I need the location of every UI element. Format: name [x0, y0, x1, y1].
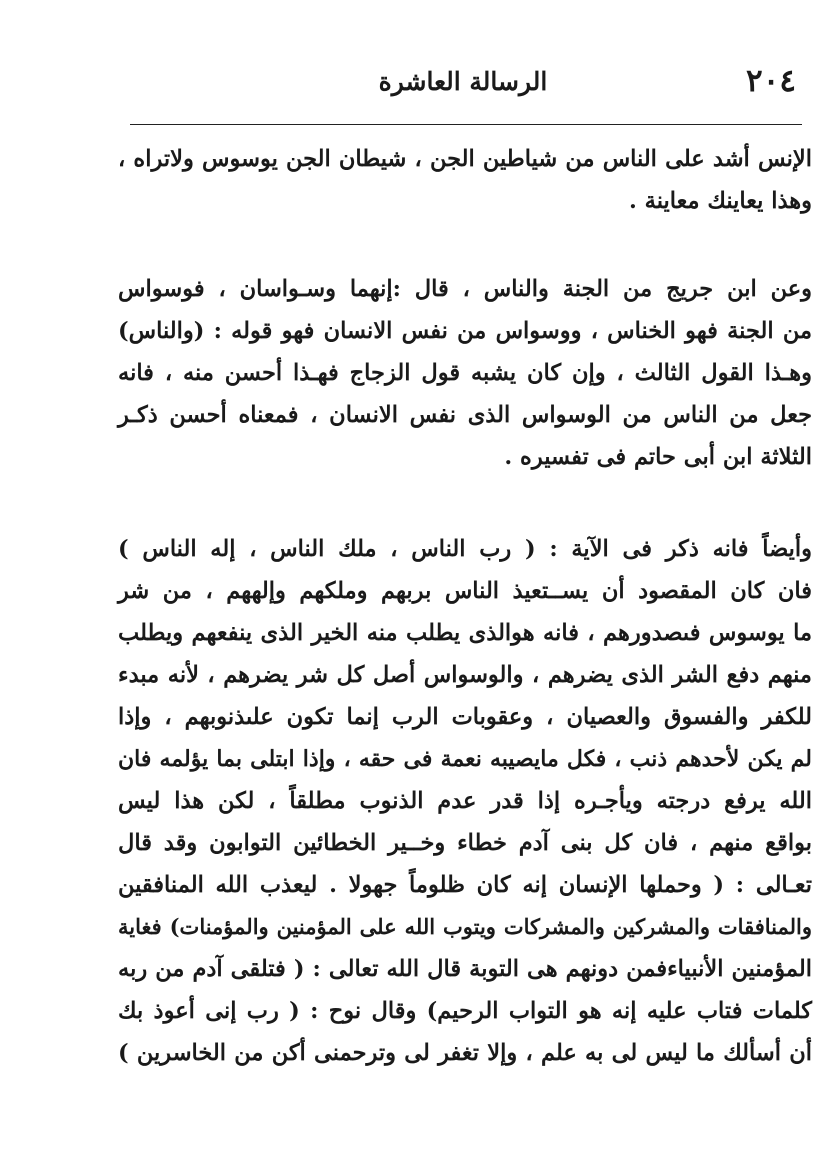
header-rule — [130, 124, 802, 125]
paragraph-1 — [118, 138, 812, 222]
text-line: بواقع منهم ، فان كل بنى آدم خطاء وخــير الخطائين التوابون وقد قال — [118, 830, 812, 856]
text-line: والمنافقات والمشركين والمشركات ويتوب الله على المؤمنين والمؤمنات) فغاية — [118, 914, 812, 939]
text-line: الله يرفع درجته ويأجـره إذا قدر عدم الذنوب مطلقاً ، لكن هذا ليس — [118, 788, 812, 814]
paragraph-2 — [118, 268, 812, 478]
text-line: تعـالى : ( وحملها الإنسان إنه كان ظلوماً جهولا . ليعذب الله المنافقين — [118, 872, 812, 898]
page-number: ٢٠٤ — [746, 63, 796, 99]
text-line: للكفر والفسوق والعصيان ، وعقوبات الرب إنما تكون علىذنوبهم ، وإذا — [118, 704, 812, 730]
text-line: وأيضاً فانه ذكر فى الآية : ( رب الناس ، ملك الناس ، إله الناس ) — [118, 536, 812, 562]
text-line: كلمات فتاب عليه إنه هو التواب الرحيم) وقال نوح : ( رب إنى أعوذ بك — [118, 998, 812, 1024]
text-line: الإنس أشد على الناس من شياطين الجن ، شيطان الجن يوسوس ولاتراه ، — [118, 146, 812, 172]
text-line: وعن ابن جريج من الجنة والناس ، قال :إنهما وسـواسان ، فوسواس — [118, 276, 812, 302]
text-line: منهم دفع الشر الذى يضرهم ، والوسواس أصل كل شر يضرهم ، لأنه مبدء — [118, 662, 812, 688]
text-line: وهذا يعاينك معاينة . — [629, 188, 812, 214]
text-line: أن أسألك ما ليس لى به علم ، وإلا تغفر لى وترحمنى أكن من الخاسرين ) — [118, 1040, 812, 1066]
text-line: وهـذا القول الثالث ، وإن كان يشبه قول الزجاج فهـذا أحسن منه ، فانه — [118, 360, 812, 386]
text-line: ما يوسوس فىصدورهم ، فانه هوالذى يطلب منه الخير الذى ينفعهم ويطلب — [118, 620, 812, 646]
text-line: من الجنة فهو الخناس ، ووسواس من نفس الانسان فهو قوله : (والناس) — [118, 318, 812, 344]
running-title: الرسالة العاشرة — [378, 67, 548, 96]
text-line: الثلاثة ابن أبى حاتم فى تفسيره . — [504, 444, 812, 470]
text-line: المؤمنين الأنبياءفمن دونهم هى التوبة قال الله تعالى : ( فتلقى آدم من ربه — [118, 956, 812, 982]
page-body — [118, 132, 812, 1074]
text-line: لم يكن لأحدهم ذنب ، فكل مايصيبه نعمة فى حقه ، وإذا ابتلى بما يؤلمه فان — [118, 746, 812, 772]
paragraph-3 — [118, 528, 812, 1074]
text-line: جعل من الناس من الوسواس الذى نفس الانسان ، فمعناه أحسن ذكـر — [118, 402, 812, 428]
page-header — [118, 62, 808, 106]
text-line: فان كان المقصود أن يســتعيذ الناس بربهم وملكهم وإلههم ، من شر — [118, 578, 812, 604]
